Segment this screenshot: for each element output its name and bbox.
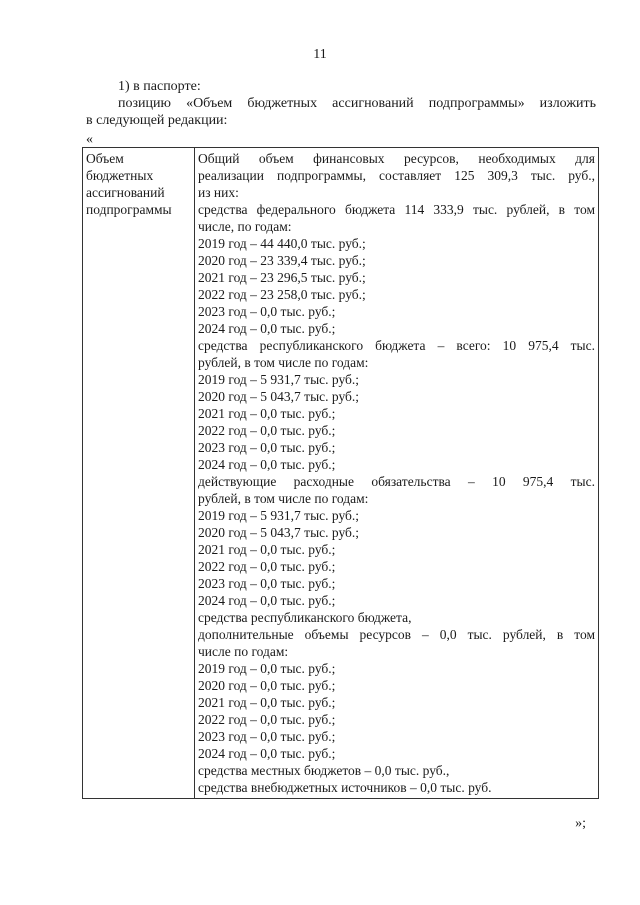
content-line: действующие расходные обязательства – 10 975,4 тыс. — [198, 474, 595, 489]
intro-line-2: позицию «Объем бюджетных ассигнований подпрограммы» изложить — [118, 96, 596, 111]
content-line: 2022 год – 0,0 тыс. руб.; — [198, 559, 336, 574]
content-line: 2024 год – 0,0 тыс. руб.; — [198, 321, 336, 336]
content-line: числе, по годам: — [198, 219, 292, 234]
content-line: 2019 год – 5 931,7 тыс. руб.; — [198, 508, 360, 523]
content-line: 2020 год – 0,0 тыс. руб.; — [198, 678, 336, 693]
content-line: 2021 год – 0,0 тыс. руб.; — [198, 695, 336, 710]
label-cell — [83, 148, 195, 799]
content-line: 2021 год – 23 296,5 тыс. руб.; — [198, 270, 366, 285]
content-line: рублей, в том числе по годам: — [198, 355, 369, 370]
content-line: рублей, в том числе по годам: — [198, 491, 369, 506]
label-line: Объем — [86, 151, 124, 166]
content-line: средства республиканского бюджета, — [198, 610, 412, 625]
content-line: из них: — [198, 185, 239, 200]
content-line: 2021 год – 0,0 тыс. руб.; — [198, 542, 336, 557]
content-line: 2024 год – 0,0 тыс. руб.; — [198, 746, 336, 761]
label-line: бюджетных — [86, 168, 154, 183]
content-line: 2022 год – 0,0 тыс. руб.; — [198, 423, 336, 438]
content-line: 2021 год – 0,0 тыс. руб.; — [198, 406, 336, 421]
content-line: 2019 год – 44 440,0 тыс. руб.; — [198, 236, 366, 251]
close-quote: »; — [575, 816, 586, 831]
content-line: 2023 год – 0,0 тыс. руб.; — [198, 576, 336, 591]
page-number: 11 — [313, 47, 327, 62]
label-line: подпрограммы — [86, 202, 172, 217]
passport-table — [82, 147, 599, 799]
content-line: средства внебюджетных источников – 0,0 тыс. руб. — [198, 780, 492, 795]
intro-paragraph — [86, 78, 596, 129]
content-line: 2019 год – 5 931,7 тыс. руб.; — [198, 372, 360, 387]
content-line: реализации подпрограммы, составляет 125 309,3 тыс. руб., — [198, 168, 595, 183]
content-line: 2024 год – 0,0 тыс. руб.; — [198, 593, 336, 608]
content-line: 2023 год – 0,0 тыс. руб.; — [198, 729, 336, 744]
content-line: 2022 год – 23 258,0 тыс. руб.; — [198, 287, 366, 302]
intro-line-3: в следующей редакции: — [86, 113, 228, 128]
content-line: средства местных бюджетов – 0,0 тыс. руб., — [198, 763, 450, 778]
content-line: 2022 год – 0,0 тыс. руб.; — [198, 712, 336, 727]
content-line: средства республиканского бюджета – всего: 10 975,4 тыс. — [198, 338, 595, 353]
intro-item: 1) в паспорте: — [118, 79, 201, 94]
content-line: 2020 год – 5 043,7 тыс. руб.; — [198, 525, 360, 540]
content-line: числе по годам: — [198, 644, 289, 659]
content-line: 2024 год – 0,0 тыс. руб.; — [198, 457, 336, 472]
content-line: средства федерального бюджета 114 333,9 тыс. рублей, в том — [198, 202, 595, 217]
content-line: 2023 год – 0,0 тыс. руб.; — [198, 304, 336, 319]
table-row — [83, 148, 599, 799]
label-line: ассигнований — [86, 185, 165, 200]
content-line: 2020 год – 5 043,7 тыс. руб.; — [198, 389, 360, 404]
content-line: 2023 год – 0,0 тыс. руб.; — [198, 440, 336, 455]
open-quote: « — [86, 132, 93, 147]
content-line: Общий объем финансовых ресурсов, необходимых для — [198, 151, 595, 166]
content-line: 2020 год – 23 339,4 тыс. руб.; — [198, 253, 366, 268]
content-cell — [195, 148, 599, 799]
content-line: 2019 год – 0,0 тыс. руб.; — [198, 661, 336, 676]
content-line: дополнительные объемы ресурсов – 0,0 тыс. рублей, в том — [198, 627, 595, 642]
